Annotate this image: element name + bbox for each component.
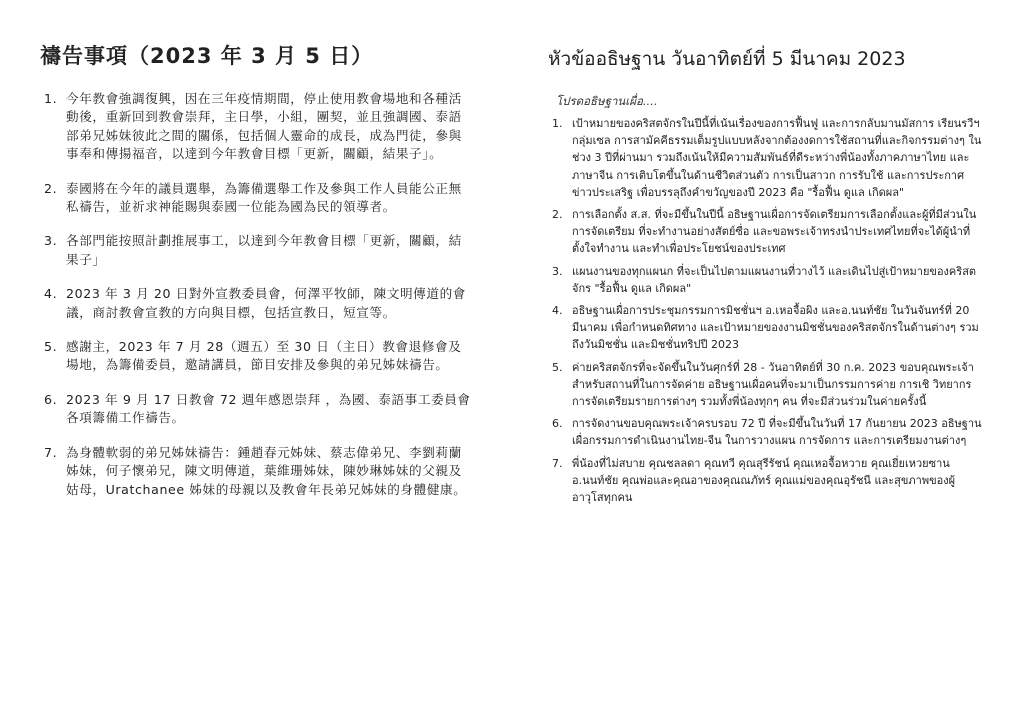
item-number: 2. [44, 180, 58, 196]
item-text: 泰國將在今年的議員選舉，為籌備選舉工作及參與工作人員能公正無私禱告，並祈求神能賜與泰國一位能為國為民的領導者。 [66, 180, 462, 215]
list-item [552, 206, 982, 258]
list-item [44, 90, 474, 164]
list-item [552, 415, 982, 449]
item-text: แผนงานของทุกแผนก ที่จะเป็นไปตามแผนงานที่วางไว้ และเดินไปสู่เป้าหมายของคริสตจักร "รื้อฟื้น ดูแล เกิดผล" [572, 264, 977, 295]
item-text: อธิษฐานเผื่อการประชุมกรรมการมิชชั่นฯ อ.เหอจื้อผิง และอ.นนท์ชัย ในวันจันทร์ที่ 20 มีนาคม เพื่อกำหนดทิศทาง และเป้าหมายของงานมิชชั่นของคริสตจักรในด้านต่างๆ รวมถึงวันมิชชั่น และมิชชั่นทริปปี 2023 [572, 304, 979, 352]
item-text: การจัดงานขอบคุณพระเจ้าครบรอบ 72 ปี ที่จะมีขึ้นในวันที่ 17 กันยายน 2023 อธิษฐานเผื่อกรรมการดำเนินงานไทย-จีน ในการวางแผน การจัดการ และการเตรียมงานต่างๆ [572, 417, 982, 448]
list-item [552, 115, 982, 201]
list-item [552, 263, 982, 297]
list-item [44, 285, 474, 322]
item-text: เป้าหมายของคริสตจักรในปีนี้ที่เน้นเรื่องของการฟื้นฟู และการกลับมานมัสการ เรียนรวีฯ กลุ่มเซล การสามัคคีธรรมเต็มรูปแบบหลังจากต้องงดการใช้สถานที่และกิจกรรมต่างๆ ในช่วง 3 ปีที่ผ่านมา รวมถึงเน้นให้มีความสัมพันธ์ที่ดีระหว่างพี่น้องทั้งภาคภาษาไทย และภาษาจีน การเติบโตขึ้นในด้านชีวิตส่วนตัว การเป็นสาวก การรับใช้ และการประกาศข่าวประเสริฐ เพื่อบรรลุถึงคำขวัญของปี 2023 คือ "รื้อฟื้น ดูแล เกิดผล" [572, 117, 982, 199]
item-number: 4. [44, 286, 58, 302]
item-text: พี่น้องที่ไม่สบาย คุณชลลดา คุณทวี คุณสุรีรัชน์ คุณเหอจื้อหวาย คุณเยี่ยเหวยซาน อ.นนท์ชัย คุณพ่อและคุณอาของคุณณภัทร์ คุณแม่ของคุณอุรัชนี และสุขภาพของผู้อาวุโสทุกคน [572, 456, 956, 505]
list-item [44, 338, 474, 375]
item-number: 1. [44, 91, 58, 106]
item-number: 1. [552, 117, 563, 130]
list-item [44, 180, 474, 217]
list-item [44, 232, 474, 269]
list-item [552, 302, 982, 354]
item-number: 7. [552, 456, 563, 470]
list-item [552, 359, 982, 411]
list-item [44, 444, 474, 499]
item-number: 3. [552, 264, 563, 278]
item-number: 3. [44, 233, 58, 249]
item-text: 2023 年 9 月 17 日教會 72 週年感恩崇拜 ，為國、泰語事工委員會各項籌備工作禱告。 [66, 391, 471, 426]
item-number: 5. [552, 360, 563, 374]
prayer-list-chinese [44, 90, 474, 515]
item-number: 6. [552, 417, 563, 431]
item-text: การเลือกตั้ง ส.ส. ที่จะมีขึ้นในปีนี้ อธิษฐานเผื่อการจัดเตรียมการเลือกตั้งและผู้ที่มีส่วนในการจัดเตรียม ที่จะทำงานอย่างสัตย์ซื่อ และขอพระเจ้าทรงนำประเทศไทยที่จะได้ผู้นำที่ตั้งใจทำงาน และทำเพื่อประโยชน์ของประเทศ [572, 208, 977, 256]
list-item [44, 391, 474, 428]
page-title-chinese: 禱告事項（2023 年 3 月 5 日） [40, 44, 374, 68]
page-title-thai: หัวข้ออธิษฐาน วันอาทิตย์ที่ 5 มีนาคม 2023 [548, 48, 906, 70]
intro-text: โปรดอธิษฐานเผื่อ.... [556, 94, 658, 108]
prayer-list-thai [552, 115, 982, 511]
item-text: 為身體軟弱的弟兄姊妹禱告：鍾趙春元姊妹、蔡志偉弟兄、李劉莉蘭姊妹，何子懷弟兄，陳文明傳道，葉維珊姊妹，陳妙琳姊妹的父親及姑母，Uratchanee 姊妹的母親以及教會年長弟兄姊妹的身體健康。 [66, 444, 467, 497]
item-number: 2. [552, 208, 563, 222]
item-number: 4. [552, 304, 563, 318]
list-item [552, 455, 982, 507]
item-number: 5. [44, 339, 58, 355]
item-text: ค่ายคริสตจักรที่จะจัดขึ้นในวันศุกร์ที่ 28 - วันอาทิตย์ที่ 30 ก.ค. 2023 ขอบคุณพระเจ้าสำหรับสถานที่ในการจัดค่าย อธิษฐานเผื่อคนที่จะมาเป็นกรรมการค่าย การเชิ วิทยากร การจัดเตรียมรายการต่างๆ รวมทั้งพี่น้องทุกๆ คน ที่จะมีส่วนร่วมในค่ายครั้งนี้ [572, 360, 974, 409]
item-text: 各部門能按照計劃推展事工，以達到今年教會目標「更新，關顧，結果子」 [66, 233, 462, 267]
item-number: 6. [44, 391, 58, 407]
item-number: 7. [44, 444, 58, 460]
item-text: 2023 年 3 月 20 日對外宣教委員會，何澤平牧師，陳文明傳道的會議，商討教會宣教的方向與目標，包括宣教日，短宣等。 [66, 286, 466, 320]
item-text: 感謝主，2023 年 7 月 28（週五）至 30 日（主日）教會退修會及場地，為籌備委員，邀請講員，節目安排及參與的弟兄姊妹禱告。 [66, 339, 462, 373]
item-text: 今年教會強調復興，因在三年疫情期間，停止使用教會場地和各種活動後，重新回到教會崇拜，主日學，小組，團契，並且強調國、泰語部弟兄姊妹彼此之間的關係，包括個人靈命的成長，成為門徒，參與事奉和傳揚福音，以達到今年教會目標「更新，關顧，結果子」。 [66, 91, 462, 162]
